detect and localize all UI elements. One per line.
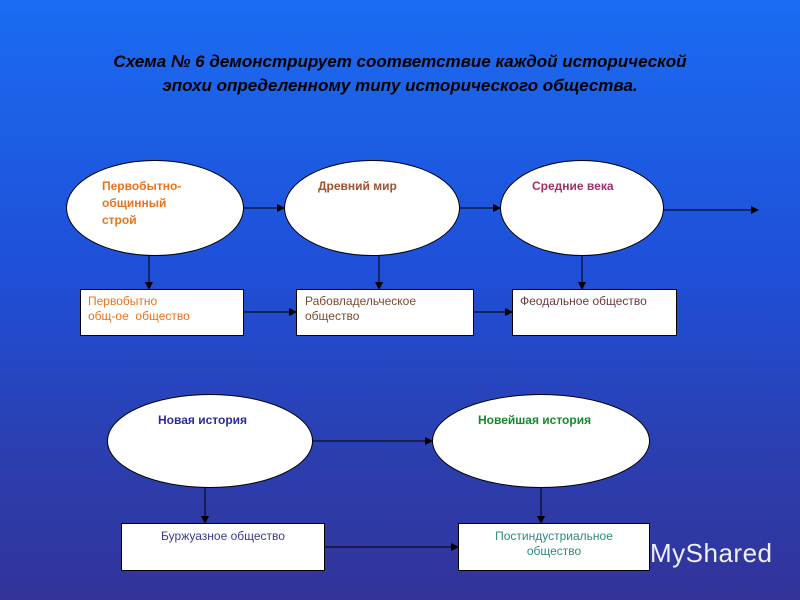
society-label-bourgeois: Буржуазное общество: [161, 529, 285, 543]
epoch-label-ancient: Древний мир: [318, 179, 397, 193]
epoch-label-primitive: Первобытно- общинный строй: [102, 179, 182, 227]
epoch-label-middle-ages: Средние века: [532, 179, 614, 193]
epoch-label-modern: Новая история: [158, 413, 248, 427]
epoch-label-contemporary: Новейшая история: [478, 413, 592, 427]
title-line-1: Схема № 6 демонстрирует соответствие каждой исторической: [113, 52, 687, 71]
epoch-ellipse-modern: [107, 394, 313, 488]
society-label-feudal: Феодальное общество: [520, 294, 647, 308]
epoch-ellipse-contemporary: [432, 394, 650, 488]
title-line-2: эпохи определенному типу исторического общества.: [162, 76, 638, 95]
epoch-ellipse-ancient: [284, 160, 460, 256]
society-label-postindustrial: Постиндустриальное общество: [495, 529, 613, 558]
watermark-text: MyShared: [650, 538, 773, 568]
society-label-primitive: Первобытно общ-ое общество: [88, 294, 190, 323]
watermark-chart-icon: [614, 540, 644, 570]
epoch-ellipse-middle-ages: [500, 160, 664, 256]
watermark: [614, 536, 784, 576]
society-label-slave: Рабовладельческое общество: [305, 294, 416, 323]
